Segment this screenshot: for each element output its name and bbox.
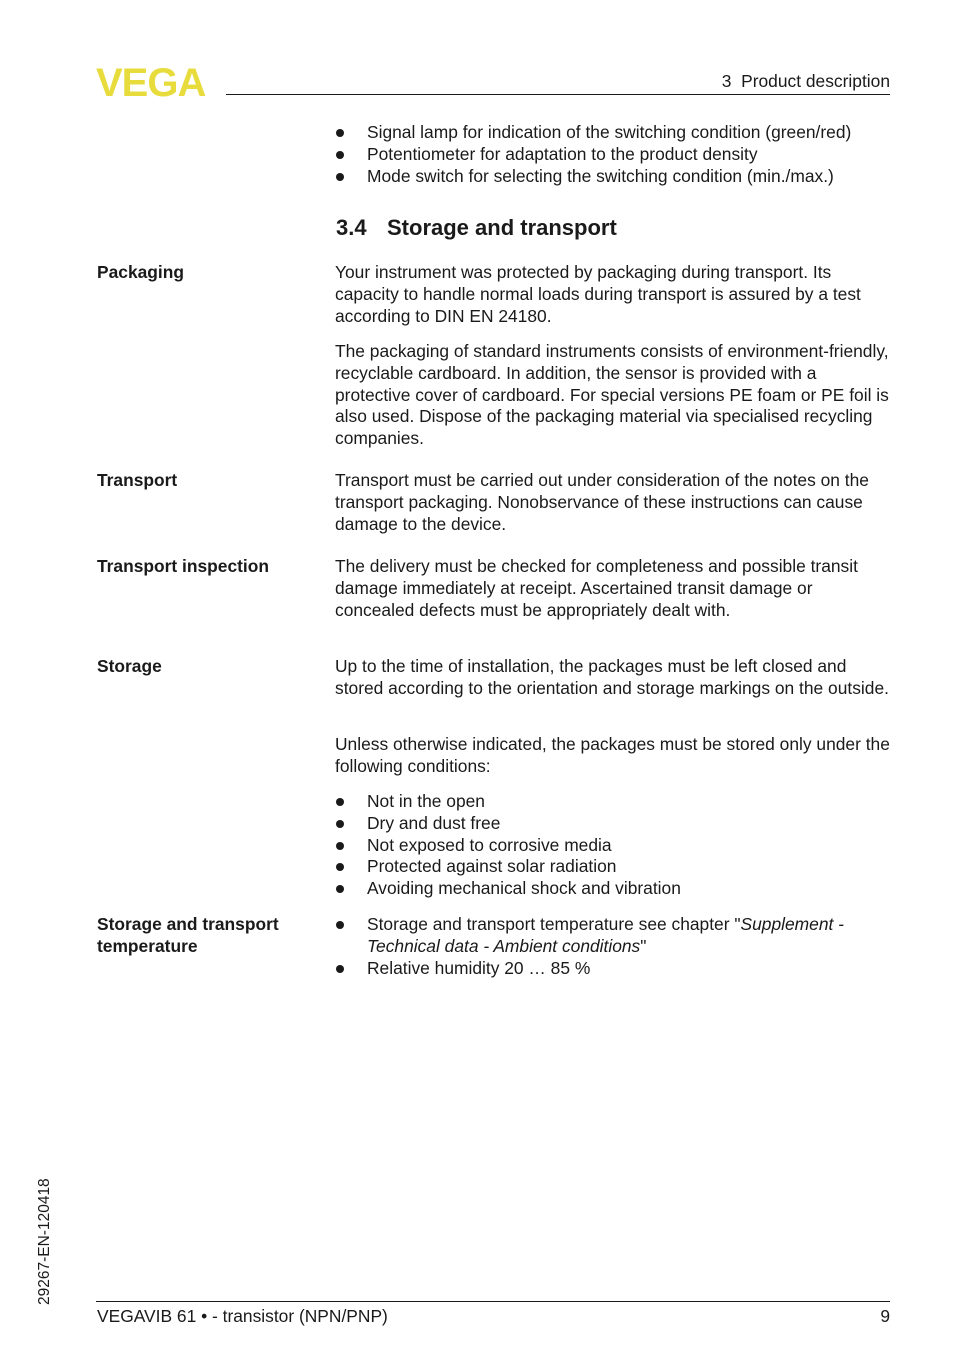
closing-quote: "	[640, 935, 647, 956]
list-item: Dry and dust free	[335, 813, 895, 835]
running-header	[722, 71, 890, 93]
section-title: Storage and transport	[387, 215, 617, 240]
packaging-paragraph-1: Your instrument was protected by packaging during transport. Its capacity to handle normal loads during transport is assured by a test according to DIN EN 24180.	[335, 262, 861, 326]
section-number: 3.4	[336, 215, 367, 240]
header-rule	[226, 94, 890, 95]
transport-inspection-label: Transport inspection	[97, 556, 269, 576]
packaging-label: Packaging	[97, 262, 184, 282]
packaging-paragraph-2: The packaging of standard instruments consists of environment-friendly, recyclable cardboard. In addition, the sensor is provided with a protective cover of cardboard. For special versions PE foam or PE foil is also used. Dispose of the packaging material via specialised recycling companies.	[335, 341, 889, 449]
storage-paragraph-1: Up to the time of installation, the packages must be left closed and stored according to the orientation and storage markings on the outside.	[335, 656, 889, 698]
list-item: Not in the open	[335, 791, 895, 813]
feature-list	[335, 122, 895, 187]
transport-inspection-paragraph: The delivery must be checked for completeness and possible transit damage immediately at receipt. Ascertained transit damage or concealed defects must be appropriately dealt with.	[335, 556, 858, 620]
storage-label: Storage	[97, 656, 162, 676]
supplement-reference: Supplement - Technical data - Ambient conditions	[367, 914, 844, 956]
list-item: Signal lamp for indication of the switching condition (green/red)	[335, 122, 895, 144]
storage-paragraph-2: Unless otherwise indicated, the packages must be stored only under the following conditions:	[335, 734, 890, 776]
chapter-number: 3	[721, 71, 732, 91]
list-item: Protected against solar radiation	[335, 856, 895, 878]
vega-logo-text: VEGA	[96, 66, 206, 98]
list-item: Relative humidity 20 … 85 %	[335, 958, 895, 980]
list-item: Avoiding mechanical shock and vibration	[335, 878, 895, 900]
transport-label: Transport	[97, 470, 178, 490]
temperature-label: Storage and transport temperature	[97, 914, 279, 956]
document-number: 29267-EN-120418	[36, 1178, 53, 1305]
list-item: Potentiometer for adaptation to the product density	[335, 144, 895, 166]
temperature-text: Storage and transport temperature see chapter "	[367, 914, 741, 934]
footer-product: VEGAVIB 61 • - transistor (NPN/PNP)	[97, 1306, 388, 1326]
vega-logo	[96, 66, 220, 98]
page-number: 9	[880, 1306, 890, 1326]
list-item: Mode switch for selecting the switching condition (min./max.)	[335, 166, 895, 188]
section-heading	[336, 215, 617, 241]
storage-conditions-list	[335, 791, 895, 900]
transport-paragraph: Transport must be carried out under consideration of the notes on the transport packaging. Nonobservance of these instructions can cause damage to the device.	[335, 470, 869, 534]
temperature-list	[335, 914, 895, 979]
footer-rule	[96, 1301, 890, 1302]
list-item	[335, 914, 895, 958]
list-item: Not exposed to corrosive media	[335, 835, 895, 857]
chapter-title: Product description	[741, 71, 890, 91]
